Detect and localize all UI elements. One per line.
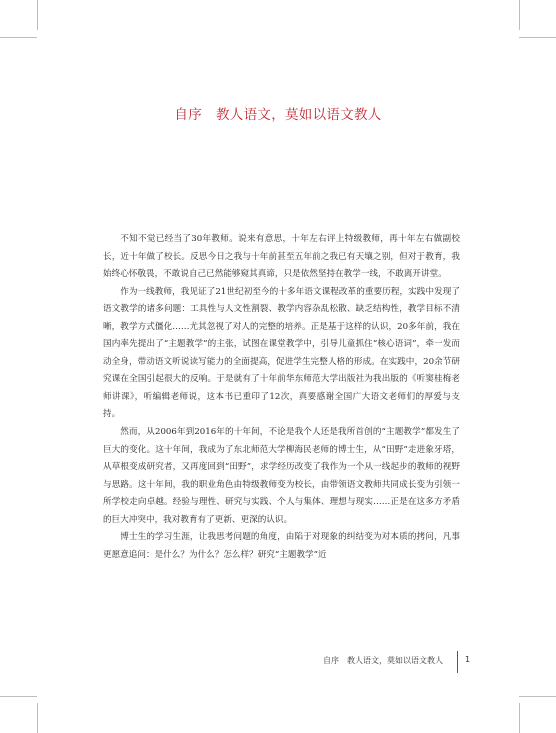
- paragraph-1: 不知不觉已经当了30年教师。说来有意思，十年左右评上特级教师，再十年左右做副校长，近十年做了校长。反思今日之我与十年前甚至五年前之我已有天壤之别，但对于教育，我始终心怀敬畏，不敢说自己已然能够窥其真谛，只是依然坚持在教学一线，不敢离开讲堂。: [103, 234, 460, 280]
- paragraph-4: 博士生的学习生涯，让我思考问题的角度，由陷于对现象的纠结变为对本质的拷问，凡事更愿意追问：是什么？为什么？怎么样？研究“主题教学”近: [103, 532, 460, 560]
- crop-mark-bottom-left-h: [0, 696, 37, 697]
- page-footer: [0, 653, 556, 673]
- body-text: [103, 231, 460, 564]
- crop-mark-top-left-h: [0, 37, 37, 38]
- running-title: 自序 教人语文，莫如以语文教人: [323, 656, 443, 665]
- chapter-title: [0, 103, 556, 123]
- crop-mark-top-left-v: [37, 0, 38, 30]
- crop-mark-bottom-right-v: [519, 703, 520, 733]
- footer-divider: [457, 651, 458, 673]
- paragraph-3: 然而，从2006年到2016年的十年间，不论是我个人还是我所首创的“主题教学”都发生了巨大的变化。这十年间，我成为了东北师范大学柳海民老师的博士生，从“田野”走进象牙塔，从草根变成研究者，又再度回到“田野”，求学经历改变了我作为一个从一线起步的教师的视野与思路。这十年间，我的职业角色由特级教师变为校长，由带领语文教师共同成长变为引领一所学校走向卓越。经验与理性、研究与实践、个人与集体、理想与现实……正是在这多方矛盾的巨大冲突中，我对教育有了更新、更深的认识。: [103, 427, 460, 525]
- crop-mark-bottom-left-v: [37, 703, 38, 733]
- paragraph-2: 作为一线教师，我见证了21世纪初至今的十多年语文课程改革的重要历程，实践中发现了语文教学的诸多问题：工具性与人文性割裂、教学内容杂乱松散、缺乏结构性，教学目标不清晰，教学方式僵化……尤其忽视了对人的完整的培养。正是基于这样的认识，20多年前，我在国内率先提出了“主题教学”的主张，试图在课堂教学中，引导儿童抓住“核心语词”，牵一发而动全身，带动语文听说读写能力的全面提高，促进学生完整人格的形成。在实践中，20余节研究课在全国引起很大的反响。于是就有了十年前华东师范大学出版社为我出版的《听窦桂梅老师讲课》，听编辑老师说，这本书已重印了12次，真要感谢全国广大语文老师们的厚爱与支持。: [103, 286, 460, 420]
- chapter-title-label: 自序: [174, 107, 202, 123]
- crop-mark-top-right-v: [519, 0, 520, 30]
- page-number: 1: [465, 655, 471, 664]
- crop-mark-top-right-h: [519, 37, 556, 38]
- crop-mark-bottom-right-h: [519, 696, 556, 697]
- chapter-title-text: 教人语文，莫如以语文教人: [216, 107, 382, 123]
